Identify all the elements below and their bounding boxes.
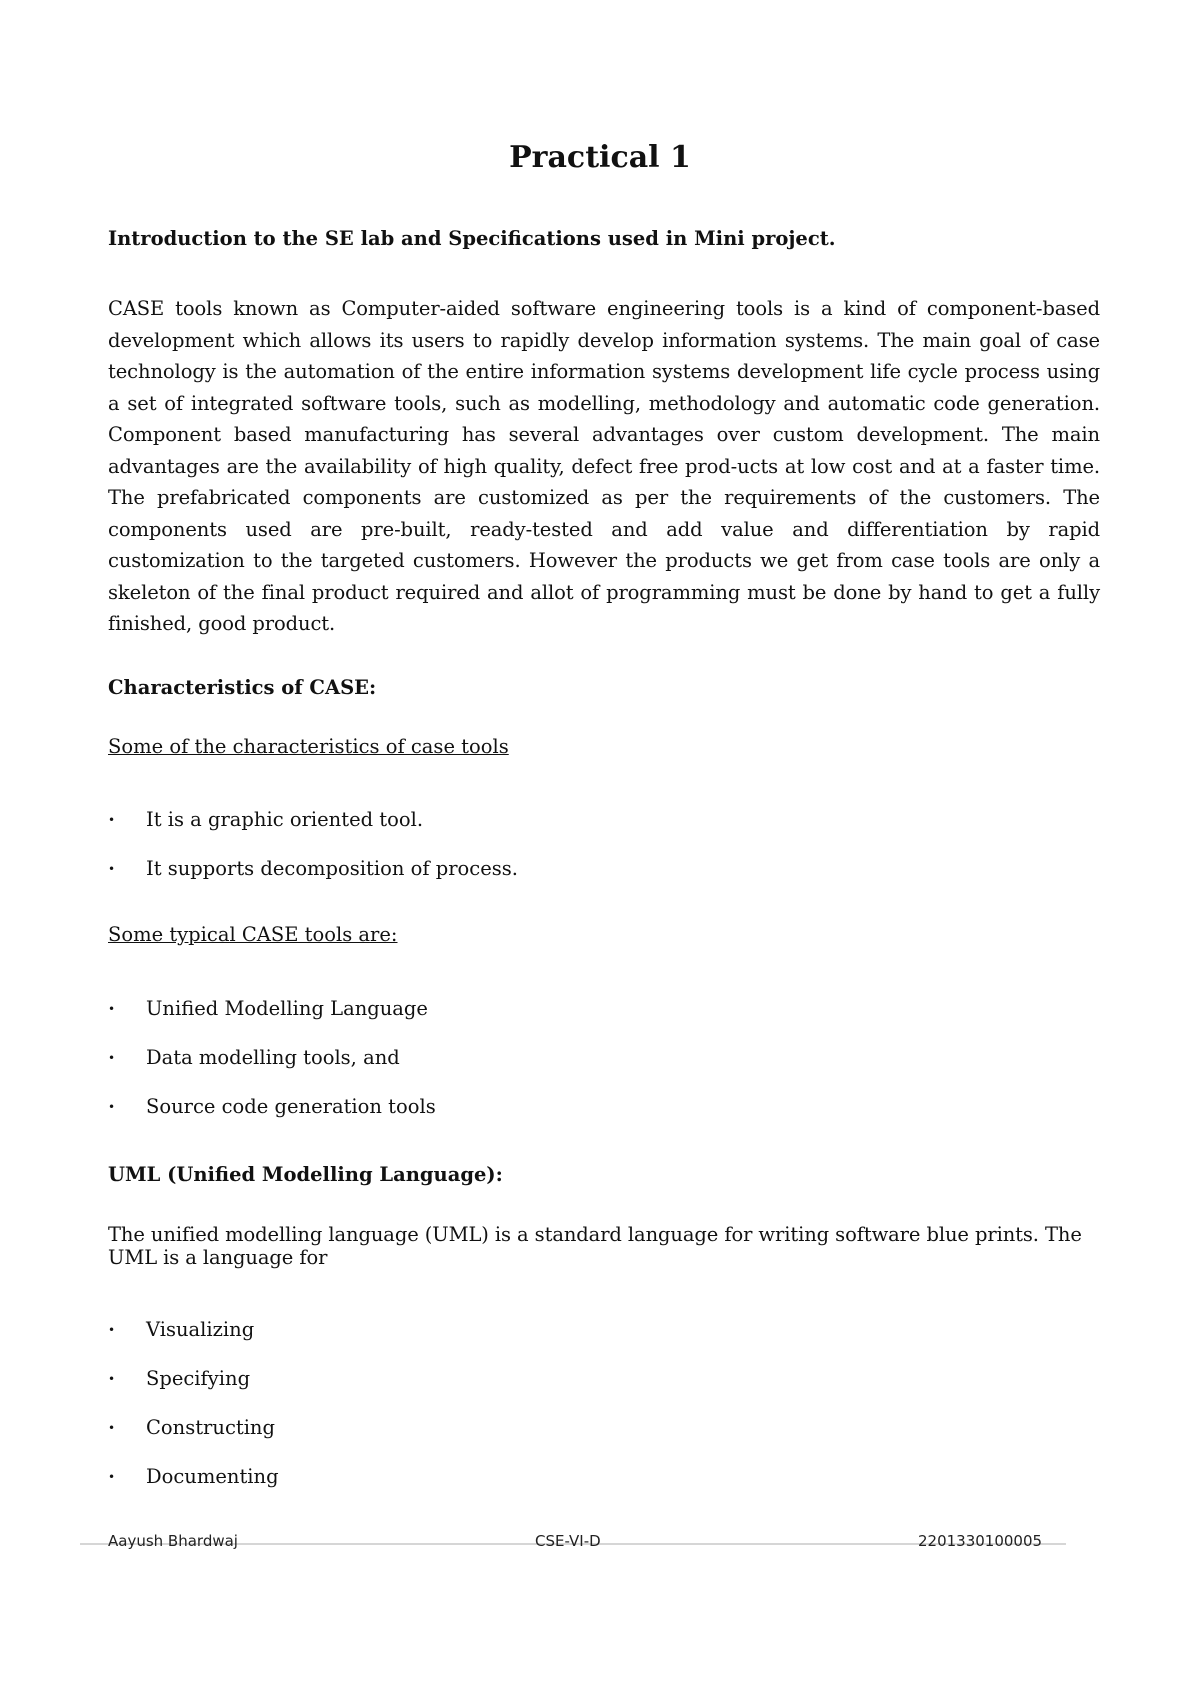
bullet-icon: • <box>108 862 116 876</box>
list-item-text: Visualizing <box>146 1318 255 1341</box>
bullet-icon: • <box>108 1421 116 1435</box>
bullet-icon: • <box>108 813 116 827</box>
list-item-text: Unified Modelling Language <box>146 997 428 1020</box>
footer-class: CSE-VI-D <box>535 1532 601 1550</box>
list-item-text: Data modelling tools, and <box>146 1046 400 1069</box>
list-item <box>108 857 518 906</box>
list-item <box>108 1318 279 1367</box>
list-item-text: It supports decomposition of process. <box>146 857 518 880</box>
page-title: Practical 1 <box>509 140 691 175</box>
footer-author: Aayush Bhardwaj <box>108 1532 238 1550</box>
list-item <box>108 1416 279 1465</box>
list-item <box>108 1367 279 1416</box>
bullet-icon: • <box>108 1323 116 1337</box>
characteristics-heading: Characteristics of CASE: <box>108 676 377 699</box>
bullet-icon: • <box>108 1051 116 1065</box>
uml-heading: UML (Unified Modelling Language): <box>108 1163 503 1186</box>
uml-list <box>108 1318 279 1514</box>
uml-paragraph: The unified modelling language (UML) is a standard language for writing software blue prints. The UML is a language for <box>108 1223 1082 1269</box>
characteristics-list <box>108 808 518 906</box>
footer-roll-number: 2201330100005 <box>918 1532 1043 1550</box>
list-item-text: It is a graphic oriented tool. <box>146 808 424 831</box>
intro-paragraph: CASE tools known as Computer-aided software engineering tools is a kind of component-based development which allows its users to rapidly develop information systems. The main goal of case technology is the automation of the entire information systems development life cycle process using a set of integrated software tools, such as modelling, methodology and automatic code generation. Component based manufacturing has several advantages over custom development. The main advantages are the availability of high quality, defect free prod-ucts at low cost and at a faster time. The prefabricated components are customized as per the requirements of the customers. The components used are pre-built, ready-tested and add value and differentiation by rapid customization to the targeted customers. However the products we get from case tools are only a skeleton of the final product required and allot of programming must be done by hand to get a fully finished, good product. <box>108 297 1100 635</box>
tools-list <box>108 997 436 1144</box>
page-subtitle: Introduction to the SE lab and Specifications used in Mini project. <box>108 227 836 250</box>
list-item <box>108 808 518 857</box>
characteristics-subheading: Some of the characteristics of case tools <box>108 735 509 758</box>
list-item-text: Constructing <box>146 1416 275 1439</box>
bullet-icon: • <box>108 1002 116 1016</box>
list-item <box>108 997 436 1046</box>
list-item-text: Documenting <box>146 1465 279 1488</box>
list-item <box>108 1046 436 1095</box>
list-item <box>108 1465 279 1514</box>
list-item <box>108 1095 436 1144</box>
tools-subheading: Some typical CASE tools are: <box>108 923 398 946</box>
bullet-icon: • <box>108 1100 116 1114</box>
bullet-icon: • <box>108 1372 116 1386</box>
list-item-text: Specifying <box>146 1367 251 1390</box>
list-item-text: Source code generation tools <box>146 1095 436 1118</box>
bullet-icon: • <box>108 1470 116 1484</box>
